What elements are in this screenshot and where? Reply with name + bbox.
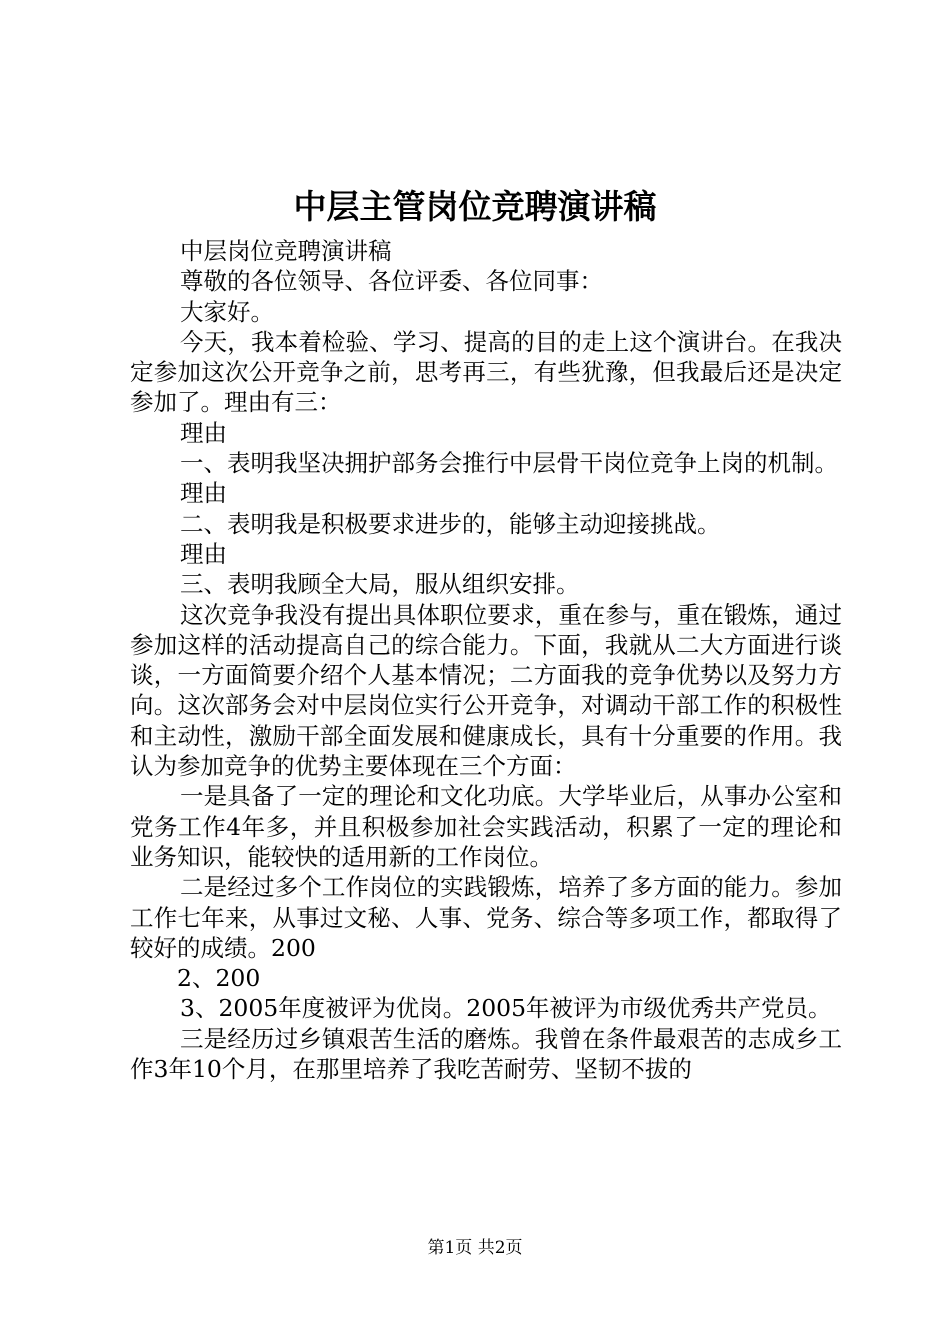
paragraph-reason-label-1: 理由 xyxy=(180,418,227,447)
paragraph-advantage-3: 三是经历过乡镇艰苦生活的磨炼。我曾在条件最艰苦的志成乡工作3年10个月，在那里培养了我吃苦耐劳、坚韧不拔的 xyxy=(130,1024,842,1084)
document-title: 中层主管岗位竞聘演讲稿 xyxy=(293,187,657,226)
paragraph-greeting: 大家好。 xyxy=(180,297,274,326)
paragraph-advantage-2: 二是经过多个工作岗位的实践锻炼，培养了多方面的能力。参加工作七年来，从事过文秘、人事、党务、综合等多项工作，都取得了较好的成绩。200 xyxy=(130,873,842,962)
paragraph-reason-label-2: 理由 xyxy=(180,479,227,508)
paragraph-advantage-1: 一是具备了一定的理论和文化功底。大学毕业后，从事办公室和党务工作4年多，并且积极参加社会实践活动，积累了一定的理论和业务知识，能较快的适用新的工作岗位。 xyxy=(130,782,842,871)
paragraph-reason-2: 二、表明我是积极要求进步的，能够主动迎接挑战。 xyxy=(180,509,721,538)
paragraph-reason-1: 一、表明我坚决拥护部务会推行中层骨干岗位竞争上岗的机制。 xyxy=(180,449,838,478)
paragraph-reason-label-3: 理由 xyxy=(180,539,227,568)
paragraph-year-2: 2、200 xyxy=(177,964,261,993)
paragraph-competition: 这次竞争我没有提出具体职位要求，重在参与，重在锻炼，通过参加这样的活动提高自己的综合能力。下面，我就从二大方面进行谈谈，一方面简要介绍个人基本情况；二方面我的竞争优势以及努力方向。这次部务会对中层岗位实行公开竞争，对调动干部工作的积极性和主动性，激励干部全面发展和健康成长，具有十分重要的作用。我认为参加竞争的优势主要体现在三个方面： xyxy=(130,600,842,781)
paragraph-reason-3: 三、表明我顾全大局，服从组织安排。 xyxy=(180,570,580,599)
document-body xyxy=(130,236,842,1084)
paragraph-year-3: 3、2005年度被评为优岗。2005年被评为市级优秀共产党员。 xyxy=(180,994,832,1023)
paragraph-intro: 今天，我本着检验、学习、提高的目的走上这个演讲台。在我决定参加这次公开竞争之前，思考再三，有些犹豫，但我最后还是决定参加了。理由有三： xyxy=(130,327,842,417)
page-footer: 第1页 共2页 xyxy=(427,1238,523,1258)
paragraph-salutation: 尊敬的各位领导、各位评委、各位同事： xyxy=(180,267,603,296)
paragraph-subtitle: 中层岗位竞聘演讲稿 xyxy=(180,237,392,265)
